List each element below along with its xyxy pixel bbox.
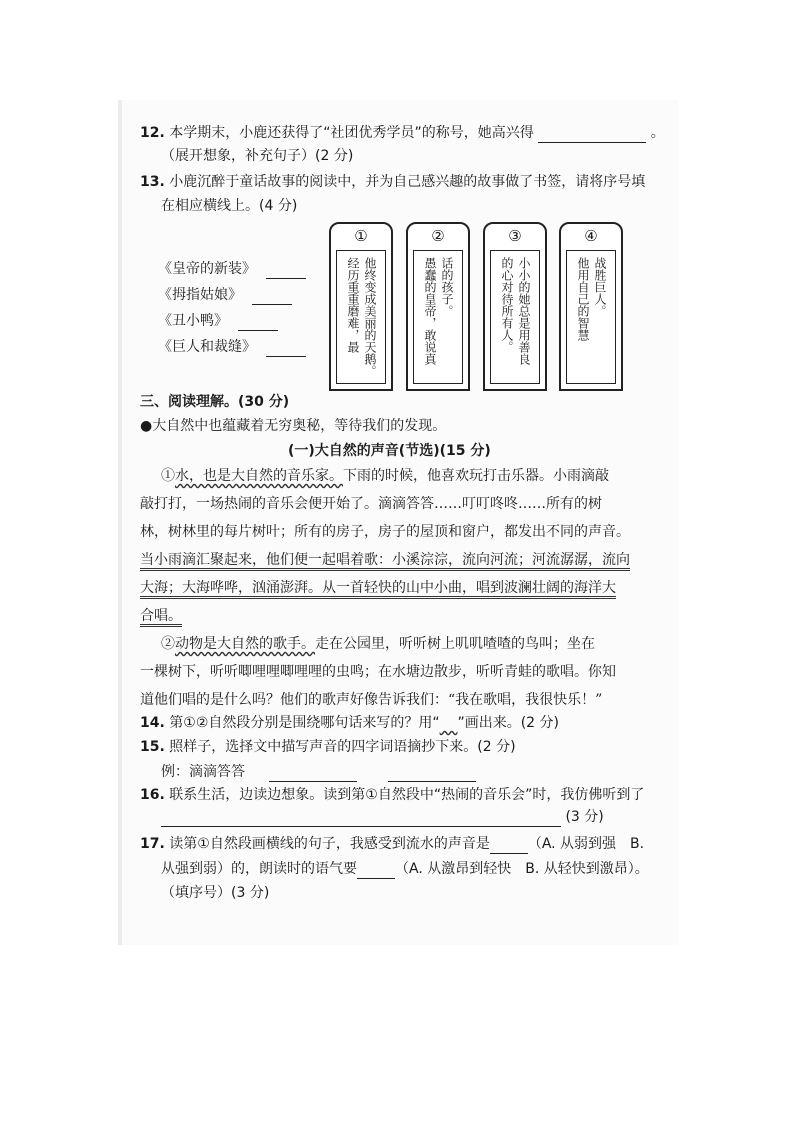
- bookmark-text-column: 话的孩子。: [440, 257, 454, 317]
- q14-number: 14.: [140, 715, 165, 731]
- passage-line: [161, 466, 609, 486]
- bookmark-number: ②: [431, 227, 445, 245]
- q13-text: 小鹿沉醉于童话故事的阅读中，并为自己感兴趣的故事做了书签，请将序号填: [169, 174, 646, 190]
- passage-line: 敲打打，一场热闹的音乐会便开始了。滴滴答答……叮叮咚咚……所有的树: [140, 496, 602, 512]
- story-item: [158, 258, 306, 279]
- q15-example-line: [161, 761, 476, 782]
- story-title: 《皇帝的新装》: [158, 261, 256, 277]
- story-answer-blank[interactable]: [266, 336, 306, 357]
- bookmark-frame: [413, 250, 463, 384]
- bookmark-number: ④: [584, 227, 598, 245]
- q16-line2: [161, 806, 604, 827]
- section3-intro: ●大自然中也蕴藏着无穷奥秘，等待我们的发现。: [140, 418, 447, 434]
- q13-line1: [140, 172, 645, 192]
- q12-text: 本学期末，小鹿还获得了“社团优秀学员”的称号，她高兴得: [169, 125, 534, 141]
- para2-number: ②: [161, 636, 175, 652]
- q17-answer-blank-2[interactable]: [357, 858, 395, 879]
- q17-text-b: （A. 从弱到强 B.: [527, 836, 645, 852]
- passage-line: [140, 606, 182, 626]
- underlined-sentence: 当小雨滴汇聚起来，他们便一起唱着歌：小溪淙淙，流向河流；河流潺潺，流向: [140, 552, 630, 571]
- q12-line2: （展开想象，补充句子）(2 分): [161, 148, 354, 164]
- bookmark-frame: [490, 250, 540, 384]
- underlined-sentence: 大海；大海哗哗，汹涌澎湃。从一首轻快的山中小曲，唱到波澜壮阔的海洋大: [140, 580, 616, 599]
- bookmark-text-column: 愚蠢的皇帝，敢说真: [423, 257, 437, 365]
- q17-text-a: 读第①自然段画横线的句子，我感受到流水的声音是: [169, 836, 490, 852]
- bookmark-text-column: 战胜巨人。: [593, 257, 607, 317]
- q17-line2: [161, 858, 649, 879]
- passage-title: (一)大自然的声音(节选)(15 分): [288, 443, 491, 459]
- q14-text-a: 第①②自然段分别是围绕哪句话来写的？用“: [169, 715, 440, 731]
- q16-points: (3 分): [565, 809, 604, 825]
- q13-number: 13.: [140, 174, 165, 190]
- q15-answer-blank-2[interactable]: [388, 761, 476, 782]
- passage-line: [161, 634, 595, 654]
- wavy-line-mark: [440, 715, 458, 731]
- q15-answer-blank-1[interactable]: [269, 761, 357, 782]
- q17-text-d: （A. 从激昂到轻快 B. 从轻快到激昂）。: [395, 861, 649, 877]
- story-answer-blank[interactable]: [252, 284, 292, 305]
- passage-line: 一棵树下，听听唧哩哩唧哩哩的虫鸣；在水塘边散步，听听青蛙的歌唱。你知: [140, 664, 616, 680]
- q15-number: 15.: [140, 739, 165, 755]
- passage-line: 道他们唱的是什么吗？他们的歌声好像告诉我们：“我在歌唱，我很快乐！”: [140, 692, 603, 708]
- bookmark-number: ①: [354, 227, 368, 245]
- q12-line1: [140, 122, 665, 143]
- bookmark-card: [329, 222, 393, 391]
- story-title: 《丑小鸭》: [158, 313, 228, 329]
- q16-text: 联系生活，边读边想象。读到第①自然段中“热闹的音乐会”时，我仿佛听到了: [169, 787, 645, 803]
- q15-line: [140, 737, 516, 757]
- bookmark-text-column: 的心对待所有人。: [500, 257, 514, 353]
- q16-answer-blank[interactable]: [161, 806, 561, 827]
- bookmark-card: [406, 222, 470, 391]
- bookmark-text-column: 经历重重磨难，最: [346, 257, 360, 353]
- para2-text: 走在公园里，听听树上叽叽喳喳的鸟叫；坐在: [315, 636, 595, 652]
- q17-answer-blank-1[interactable]: [490, 833, 528, 854]
- para1-text: 下雨的时候，他喜欢玩打击乐器。小雨滴敲: [343, 468, 609, 484]
- story-answer-blank[interactable]: [238, 310, 278, 331]
- bookmark-text-column: 小小的她总是用善良: [517, 257, 531, 365]
- story-answer-blank[interactable]: [266, 258, 306, 279]
- passage-line: [140, 550, 630, 570]
- q15-example: 例：滴滴答答: [161, 764, 245, 780]
- q12-answer-blank[interactable]: [538, 122, 646, 143]
- bookmark-text-column: 他终变成美丽的天鹅。: [363, 257, 377, 377]
- q17-line3: （填序号）(3 分): [161, 885, 270, 901]
- bookmark-frame: [336, 250, 386, 384]
- bookmark-text-column: 他用自己的智慧: [576, 257, 590, 341]
- story-title: 《拇指姑娘》: [158, 287, 242, 303]
- underlined-sentence: 合唱。: [140, 608, 182, 627]
- q14-line: [140, 713, 559, 733]
- passage-line: [140, 578, 616, 598]
- q17-line1: [140, 833, 644, 854]
- story-item: [158, 310, 278, 331]
- story-item: [158, 336, 306, 357]
- q16-line1: [140, 785, 644, 805]
- q17-text-c: 从强到弱）的，朗读时的语气要: [161, 861, 357, 877]
- q13-line2: 在相应横线上。(4 分): [161, 198, 298, 214]
- para1-number: ①: [161, 468, 175, 484]
- paper-edge: [118, 100, 122, 945]
- q12-number: 12.: [140, 125, 165, 141]
- q12-end: 。: [650, 125, 665, 141]
- para2-topic-sentence: 动物是大自然的歌手。: [175, 636, 315, 652]
- bookmark-card: [559, 222, 623, 391]
- q15-text: 照样子，选择文中描写声音的四字词语摘抄下来。(2 分): [169, 739, 516, 755]
- passage-line: 林，树林里的每片树叶；所有的房子，房子的屋顶和窗户，都发出不同的声音。: [140, 524, 630, 540]
- story-title: 《巨人和裁缝》: [158, 339, 256, 355]
- para1-topic-sentence: 水，也是大自然的音乐家。: [175, 468, 343, 484]
- story-item: [158, 284, 292, 305]
- q17-number: 17.: [140, 836, 165, 852]
- bookmark-number: ③: [508, 227, 522, 245]
- bookmark-frame: [566, 250, 616, 384]
- bookmark-card: [483, 222, 547, 391]
- q14-text-b: ”画出来。(2 分): [457, 715, 559, 731]
- q16-number: 16.: [140, 787, 165, 803]
- section3-title: 三、阅读理解。(30 分): [140, 394, 290, 410]
